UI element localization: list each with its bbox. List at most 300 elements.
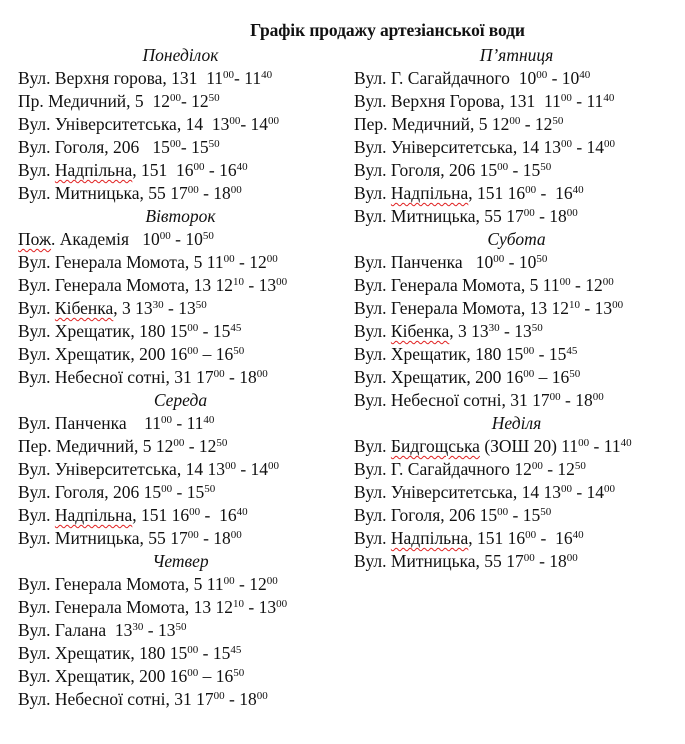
schedule-row xyxy=(18,90,343,113)
address: Верхня Горова, 131 xyxy=(390,91,545,111)
address: , 151 xyxy=(468,183,508,203)
address: Небесної сотні, 31 xyxy=(54,367,197,387)
start-minutes: 00 xyxy=(560,92,572,104)
schedule-row xyxy=(18,688,343,711)
time-separator: - xyxy=(508,160,523,180)
end-hour: 15 xyxy=(548,344,567,364)
start-minutes: 00 xyxy=(187,184,199,196)
start-minutes: 30 xyxy=(152,299,164,311)
address: Генерала Момота, 5 xyxy=(390,275,543,295)
start-hour: 16 xyxy=(169,666,188,686)
start-hour: 11 xyxy=(206,574,224,594)
start-minutes: 00 xyxy=(223,69,235,81)
schedule-row xyxy=(354,159,679,182)
end-hour: 12 xyxy=(534,114,553,134)
schedule-column-left xyxy=(18,44,343,711)
address: Медичний, 5 xyxy=(55,436,156,456)
end-minutes: 50 xyxy=(536,253,548,265)
start-hour: 12 xyxy=(215,275,234,295)
time-separator: - xyxy=(560,390,576,410)
start-hour: 15 xyxy=(479,505,498,525)
day-heading: Субота xyxy=(487,229,546,249)
start-minutes: 00 xyxy=(160,414,172,426)
start-minutes: 00 xyxy=(525,529,537,541)
schedule-row xyxy=(18,113,343,136)
end-minutes: 45 xyxy=(230,322,242,334)
start-hour: 16 xyxy=(169,344,188,364)
street-prefix: Пр. xyxy=(18,91,49,111)
street-prefix: Вул. xyxy=(354,160,391,180)
street-prefix: Вул. xyxy=(354,68,391,88)
document-title: Графік продажу артезіанської води xyxy=(250,20,525,40)
start-hour: 17 xyxy=(196,367,214,387)
end-hour: 14 xyxy=(586,137,605,157)
street-prefix: Вул. xyxy=(354,183,391,203)
time-separator: - xyxy=(504,252,519,272)
schedule-row xyxy=(354,320,679,343)
time-separator: - xyxy=(570,275,586,295)
address: Генерала Момота, 13 xyxy=(390,298,552,318)
start-minutes: 00 xyxy=(193,161,205,173)
end-minutes: 00 xyxy=(566,552,578,564)
street-name-misspelled: Надпільна xyxy=(390,183,469,203)
end-hour: 18 xyxy=(239,367,257,387)
start-hour: 11 xyxy=(144,413,161,433)
address: , 151 xyxy=(132,505,172,525)
start-minutes: 00 xyxy=(509,115,521,127)
schedule-row xyxy=(18,182,343,205)
time-separator: - xyxy=(198,183,214,203)
street-prefix: Вул. xyxy=(18,68,55,88)
end-minutes: 40 xyxy=(236,161,248,173)
end-hour: 12 xyxy=(249,574,267,594)
end-hour: 11 xyxy=(603,436,621,456)
street-prefix: Вул. xyxy=(18,482,55,502)
start-hour: 15 xyxy=(169,321,188,341)
time-separator: - xyxy=(234,252,250,272)
street-prefix: Вул. xyxy=(18,321,55,341)
start-hour: 17 xyxy=(170,183,188,203)
end-minutes: 00 xyxy=(266,253,278,265)
start-minutes: 00 xyxy=(223,253,235,265)
time-separator: - xyxy=(224,689,240,709)
end-minutes: 40 xyxy=(579,69,591,81)
street-prefix: Вул. xyxy=(354,298,391,318)
end-minutes: 50 xyxy=(552,115,564,127)
start-hour: 13 xyxy=(211,114,230,134)
address: Панченка xyxy=(390,252,476,272)
street-prefix: Вул. xyxy=(354,390,391,410)
street-prefix: Вул. xyxy=(354,321,391,341)
time-separator: - xyxy=(180,137,192,157)
end-hour: 15 xyxy=(191,137,209,157)
start-minutes: 30 xyxy=(488,322,500,334)
end-minutes: 00 xyxy=(276,598,288,610)
start-minutes: 00 xyxy=(523,552,535,564)
street-prefix: Вул. xyxy=(18,597,55,617)
start-hour: 13 xyxy=(207,459,225,479)
end-minutes: 00 xyxy=(266,575,278,587)
end-hour: 10 xyxy=(185,229,203,249)
start-hour: 12 xyxy=(514,459,532,479)
schedule-row xyxy=(18,274,343,297)
time-separator: - xyxy=(244,275,259,295)
start-minutes: 00 xyxy=(578,437,590,449)
street-prefix: Вул. xyxy=(18,137,55,157)
end-hour: 15 xyxy=(186,482,205,502)
end-minutes: 00 xyxy=(566,207,578,219)
end-hour: 13 xyxy=(514,321,532,341)
end-hour: 12 xyxy=(249,252,267,272)
street-prefix: Вул. xyxy=(18,344,55,364)
address: Генерала Момота, 5 xyxy=(54,574,207,594)
street-prefix: Вул. xyxy=(18,620,55,640)
address: , 3 xyxy=(449,321,472,341)
address: Гоголя, 206 xyxy=(390,160,480,180)
street-prefix: Вул. xyxy=(354,459,391,479)
start-minutes: 00 xyxy=(523,368,535,380)
schedule-row xyxy=(18,596,343,619)
start-minutes: 00 xyxy=(560,483,572,495)
day-heading: Вівторок xyxy=(145,206,216,226)
time-separator: - xyxy=(240,114,251,134)
schedule-row xyxy=(18,343,343,366)
schedule-row xyxy=(354,251,679,274)
address: , 151 xyxy=(468,528,508,548)
end-minutes: 50 xyxy=(208,138,220,150)
address: Хрещатик, 180 xyxy=(54,643,170,663)
start-minutes: 00 xyxy=(493,253,505,265)
start-hour: 11 xyxy=(544,91,561,111)
schedule-row xyxy=(354,481,679,504)
time-separator: - xyxy=(234,574,250,594)
time-separator: - xyxy=(244,597,259,617)
end-hour: 13 xyxy=(258,275,277,295)
start-minutes: 00 xyxy=(169,92,181,104)
end-minutes: 00 xyxy=(276,276,288,288)
end-minutes: 50 xyxy=(531,322,543,334)
street-prefix: Вул. xyxy=(18,114,55,134)
street-name-misspelled: Надпільна xyxy=(54,160,133,180)
street-prefix: Вул. xyxy=(354,551,391,571)
schedule-row xyxy=(354,389,679,412)
time-separator: - xyxy=(170,229,186,249)
start-hour: 11 xyxy=(206,252,224,272)
end-minutes: 40 xyxy=(236,506,248,518)
start-minutes: 00 xyxy=(560,138,572,150)
time-separator: - xyxy=(180,91,192,111)
start-minutes: 00 xyxy=(159,230,171,242)
address: Митницька, 55 xyxy=(54,528,171,548)
address: Панченка xyxy=(54,413,145,433)
time-separator: - xyxy=(536,528,556,548)
end-minutes: 50 xyxy=(195,299,207,311)
time-separator: - xyxy=(200,505,220,525)
street-prefix: Вул. xyxy=(18,413,55,433)
start-hour: 10 xyxy=(518,68,537,88)
start-minutes: 00 xyxy=(224,460,236,472)
time-separator: - xyxy=(589,436,604,456)
street-prefix: Вул. xyxy=(354,137,391,157)
time-separator: – xyxy=(198,344,216,364)
address: Генерала Момота, 13 xyxy=(54,275,216,295)
end-minutes: 00 xyxy=(612,299,624,311)
street-prefix: Вул. xyxy=(18,252,55,272)
end-minutes: 45 xyxy=(230,644,242,656)
end-hour: 18 xyxy=(213,528,231,548)
start-minutes: 00 xyxy=(187,345,199,357)
time-separator: - xyxy=(143,620,158,640)
street-prefix: Вул. xyxy=(354,275,391,295)
end-hour: 13 xyxy=(178,298,196,318)
schedule-row xyxy=(354,297,679,320)
start-minutes: 00 xyxy=(559,276,571,288)
schedule-row xyxy=(354,343,679,366)
end-minutes: 00 xyxy=(602,276,614,288)
address: Гоголя, 206 xyxy=(390,505,480,525)
address: . Академія xyxy=(51,229,143,249)
end-hour: 15 xyxy=(522,160,541,180)
time-separator: - xyxy=(508,505,523,525)
address: Гоголя, 206 xyxy=(54,137,153,157)
address: Верхня горова, 131 xyxy=(54,68,207,88)
start-hour: 15 xyxy=(169,643,188,663)
end-minutes: 00 xyxy=(268,115,280,127)
schedule-row xyxy=(354,366,679,389)
address: Хрещатик, 200 xyxy=(390,367,506,387)
start-hour: 13 xyxy=(471,321,489,341)
street-prefix: Вул. xyxy=(18,643,55,663)
street-name-misspelled: Кібенка xyxy=(390,321,450,341)
start-minutes: 00 xyxy=(531,460,543,472)
end-minutes: 50 xyxy=(569,368,581,380)
start-minutes: 00 xyxy=(189,506,201,518)
end-hour: 13 xyxy=(258,597,277,617)
start-minutes: 10 xyxy=(233,598,245,610)
street-prefix: Вул. xyxy=(354,482,391,502)
street-prefix: Вул. xyxy=(18,505,55,525)
address: Митницька, 55 xyxy=(390,551,507,571)
day-heading: П’ятниця xyxy=(479,45,554,65)
start-minutes: 00 xyxy=(536,69,548,81)
address: Генерала Момота, 5 xyxy=(54,252,207,272)
start-minutes: 10 xyxy=(569,299,581,311)
day-heading: Понеділок xyxy=(142,45,219,65)
start-hour: 17 xyxy=(506,551,524,571)
schedule-column-right xyxy=(354,44,679,573)
start-hour: 10 xyxy=(142,229,160,249)
start-hour: 16 xyxy=(507,528,526,548)
start-hour: 17 xyxy=(196,689,214,709)
address: Г. Сагайдачного xyxy=(390,68,519,88)
time-separator: – xyxy=(198,666,216,686)
street-name-misspelled: Пож xyxy=(18,229,52,249)
street-prefix: Вул. xyxy=(18,160,55,180)
start-hour: 15 xyxy=(152,137,170,157)
start-hour: 16 xyxy=(176,160,194,180)
end-minutes: 50 xyxy=(202,230,214,242)
time-separator: - xyxy=(204,160,220,180)
end-minutes: 50 xyxy=(233,667,245,679)
end-minutes: 50 xyxy=(208,92,220,104)
end-hour: 18 xyxy=(213,183,231,203)
street-prefix: Вул. xyxy=(354,436,391,456)
end-minutes: 45 xyxy=(566,345,578,357)
address: Університетська, 14 xyxy=(390,137,544,157)
start-hour: 16 xyxy=(171,505,190,525)
schedule-row xyxy=(18,504,343,527)
schedule-row xyxy=(354,90,679,113)
time-separator: - xyxy=(224,367,240,387)
end-minutes: 50 xyxy=(574,460,586,472)
street-name-misspelled: Кібенка xyxy=(54,298,114,318)
end-hour: 15 xyxy=(212,643,231,663)
start-minutes: 00 xyxy=(523,207,535,219)
start-hour: 13 xyxy=(543,137,561,157)
start-hour: 16 xyxy=(505,367,524,387)
end-minutes: 00 xyxy=(604,138,616,150)
schedule-row xyxy=(18,67,343,90)
end-hour: 10 xyxy=(518,252,537,272)
start-minutes: 00 xyxy=(187,667,199,679)
end-minutes: 50 xyxy=(540,161,552,173)
schedule-row xyxy=(354,550,679,573)
end-minutes: 40 xyxy=(203,414,215,426)
schedule-row xyxy=(18,619,343,642)
street-prefix: Вул. xyxy=(354,528,391,548)
end-minutes: 50 xyxy=(233,345,245,357)
end-hour: 16 xyxy=(555,183,573,203)
schedule-row xyxy=(354,527,679,550)
start-hour: 12 xyxy=(152,91,170,111)
schedule-row xyxy=(354,113,679,136)
end-minutes: 50 xyxy=(175,621,187,633)
address: (ЗОШ 20) xyxy=(479,436,562,456)
street-prefix: Вул. xyxy=(354,367,391,387)
street-prefix: Вул. xyxy=(354,505,391,525)
start-minutes: 30 xyxy=(132,621,144,633)
schedule-row xyxy=(18,435,343,458)
end-hour: 16 xyxy=(551,367,570,387)
schedule-row xyxy=(18,251,343,274)
start-minutes: 00 xyxy=(161,483,173,495)
start-hour: 15 xyxy=(505,344,524,364)
street-prefix: Вул. xyxy=(18,528,55,548)
end-hour: 13 xyxy=(594,298,613,318)
schedule-row xyxy=(18,412,343,435)
start-hour: 11 xyxy=(206,68,224,88)
end-hour: 18 xyxy=(239,689,257,709)
end-minutes: 00 xyxy=(592,391,604,403)
street-prefix: Вул. xyxy=(18,183,55,203)
end-hour: 18 xyxy=(549,551,567,571)
schedule-row xyxy=(354,136,679,159)
end-hour: 14 xyxy=(250,114,269,134)
start-minutes: 00 xyxy=(187,322,199,334)
start-minutes: 00 xyxy=(525,184,537,196)
start-hour: 13 xyxy=(114,620,133,640)
start-minutes: 00 xyxy=(169,138,181,150)
end-hour: 12 xyxy=(585,275,603,295)
day-heading: Середа xyxy=(153,390,208,410)
street-prefix: Вул. xyxy=(354,344,391,364)
time-separator: - xyxy=(163,298,179,318)
schedule-row xyxy=(18,458,343,481)
address: Хрещатик, 200 xyxy=(54,344,170,364)
end-hour: 16 xyxy=(219,160,237,180)
end-hour: 14 xyxy=(586,482,605,502)
end-hour: 15 xyxy=(522,505,541,525)
time-separator: - xyxy=(571,137,587,157)
end-hour: 12 xyxy=(191,91,209,111)
end-hour: 16 xyxy=(215,666,234,686)
time-separator: - xyxy=(547,68,562,88)
street-prefix: Вул. xyxy=(18,666,55,686)
time-separator: - xyxy=(235,459,251,479)
end-hour: 12 xyxy=(198,436,217,456)
street-prefix: Вул. xyxy=(354,252,391,272)
end-minutes: 40 xyxy=(603,92,615,104)
schedule-row xyxy=(18,665,343,688)
address: Хрещатик, 180 xyxy=(390,344,506,364)
end-minutes: 00 xyxy=(604,483,616,495)
start-hour: 11 xyxy=(561,436,579,456)
start-hour: 12 xyxy=(551,298,570,318)
schedule-row xyxy=(354,205,679,228)
schedule-row xyxy=(354,504,679,527)
start-minutes: 00 xyxy=(523,345,535,357)
street-name-misspelled: Надпільна xyxy=(54,505,133,525)
address: Університетська, 14 xyxy=(390,482,544,502)
end-hour: 10 xyxy=(561,68,580,88)
time-separator: - xyxy=(571,482,587,502)
end-hour: 12 xyxy=(557,459,575,479)
address: Хрещатик, 200 xyxy=(54,666,170,686)
start-hour: 12 xyxy=(215,597,234,617)
time-separator: - xyxy=(171,413,187,433)
start-minutes: 10 xyxy=(233,276,245,288)
end-hour: 11 xyxy=(586,91,604,111)
time-separator: - xyxy=(536,183,556,203)
time-separator: - xyxy=(534,551,550,571)
end-minutes: 00 xyxy=(230,184,242,196)
time-separator: - xyxy=(198,643,213,663)
time-separator: - xyxy=(520,114,535,134)
end-hour: 13 xyxy=(157,620,176,640)
schedule-row xyxy=(354,435,679,458)
end-minutes: 50 xyxy=(216,437,228,449)
end-hour: 16 xyxy=(219,505,237,525)
address: Генерала Момота, 13 xyxy=(54,597,216,617)
end-minutes: 40 xyxy=(261,69,273,81)
end-hour: 16 xyxy=(555,528,573,548)
time-separator: - xyxy=(542,459,558,479)
address: Гоголя, 206 xyxy=(54,482,144,502)
end-minutes: 40 xyxy=(620,437,632,449)
start-minutes: 00 xyxy=(497,161,509,173)
street-prefix: Вул. xyxy=(354,206,391,226)
time-separator: - xyxy=(571,91,587,111)
street-prefix: Вул. xyxy=(18,298,55,318)
start-hour: 15 xyxy=(143,482,162,502)
start-hour: 17 xyxy=(170,528,188,548)
address: , 3 xyxy=(113,298,136,318)
schedule-row xyxy=(354,67,679,90)
address: Галана xyxy=(54,620,115,640)
time-separator: - xyxy=(534,206,550,226)
end-hour: 11 xyxy=(244,68,262,88)
street-name-misspelled: Бидгощська xyxy=(390,436,480,456)
